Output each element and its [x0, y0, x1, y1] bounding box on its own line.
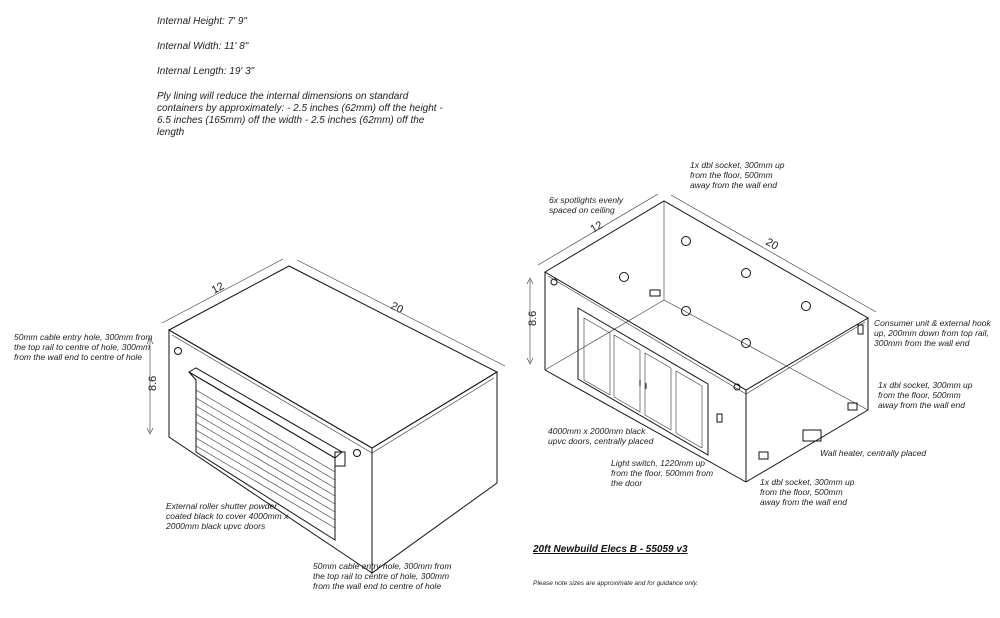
left-dim-length-label: 20 — [388, 299, 406, 317]
door-panel — [614, 335, 640, 412]
door-panel — [645, 353, 671, 430]
dbl-socket-note-top: 1x dbl socket, 300mm up from the floor, 500mm away from the wall end — [690, 160, 785, 190]
door-panel — [584, 318, 610, 395]
shutter-slat — [196, 406, 335, 488]
shutter-slat — [196, 430, 335, 512]
shutter-edge — [335, 452, 342, 458]
spotlight — [620, 273, 629, 282]
dbl-socket-end-wall — [848, 403, 857, 410]
spotlight — [682, 237, 691, 246]
dbl-socket-note-right: 1x dbl socket, 300mm up from the floor, 500mm away from the wall end — [878, 380, 973, 410]
wall-heater-note: Wall heater, centrally placed — [820, 448, 927, 458]
right-container-inner-rim — [746, 322, 865, 394]
spotlights-note: 6x spotlights evenly spaced on ceiling — [549, 195, 624, 215]
spotlight — [742, 339, 751, 348]
spotlight — [742, 269, 751, 278]
consumer-unit-note: Consumer unit & external hook up, 200mm down from top rail, 300mm from the wall end — [874, 318, 991, 348]
right-dim-width-label: 12 — [588, 219, 606, 236]
shutter-slat — [196, 398, 335, 480]
shutter-slat — [196, 414, 335, 496]
shutter-slat — [196, 390, 335, 472]
cable-entry-note-left: 50mm cable entry hole, 300mm from the top rail to centre of hole, 300mm from the wall end to centre of hole — [14, 332, 153, 362]
dbl-socket-front — [759, 452, 768, 459]
shutter-slat — [196, 422, 335, 504]
right-container-floor-back — [664, 300, 868, 410]
spotlight — [682, 307, 691, 316]
left-dim-width-label: 12 — [209, 280, 227, 297]
cable-entry-hole-bottom — [354, 450, 361, 457]
left-container-end-face — [372, 372, 497, 573]
upvc-doors-note: 4000mm x 2000mm black upvc doors, centrally placed — [548, 426, 654, 446]
right-container-bottom-end — [746, 410, 868, 482]
disclaimer-note: Please note sizes are approximate and for guidance only. — [533, 580, 699, 587]
internal-width-spec: Internal Width: 11' 8" — [157, 41, 249, 52]
light-switch-note: Light switch, 1220mm up from the floor, 500mm from the door — [611, 458, 714, 488]
dbl-socket-back-wall — [650, 290, 660, 296]
right-container-floor-side — [545, 300, 664, 370]
internal-height-spec: Internal Height: 7' 9" — [157, 16, 247, 27]
spotlight — [802, 302, 811, 311]
consumer-unit — [858, 325, 863, 334]
cable-entry-note-bottom: 50mm cable entry hole, 300mm from the top rail to centre of hole, 300mm from the wall end to centre of hole — [313, 561, 452, 591]
left-container-end-rail — [372, 378, 494, 453]
roller-shutter-note: External roller shutter powder coated black to cover 4000mm x 2000mm black upvc doors — [166, 501, 289, 531]
light-switch — [717, 414, 722, 422]
drawing-title: 20ft Newbuild Elecs B - 55059 v3 — [533, 544, 688, 555]
roller-shutter-box — [189, 368, 342, 458]
left-dim-height-label: 8.6 — [147, 375, 159, 391]
right-dim-length-line — [671, 195, 876, 312]
door-panel — [676, 371, 702, 448]
dbl-socket-note-bottom: 1x dbl socket, 300mm up from the floor, 500mm away from the wall end — [760, 477, 855, 507]
cable-entry-hole-left — [175, 348, 182, 355]
left-container-top-rail — [172, 335, 372, 453]
internal-length-spec: Internal Length: 19' 3" — [157, 66, 255, 77]
right-dim-height-label: 8.6 — [527, 310, 539, 326]
ply-lining-note: Ply lining will reduce the internal dimensions on standard containers by approximately: - 2.5 inches (62mm) off the height - 6.5 inches (165mm) off the width - 2.5 inches (62mm) off the length — [157, 91, 443, 138]
right-dim-length-label: 20 — [763, 236, 781, 253]
